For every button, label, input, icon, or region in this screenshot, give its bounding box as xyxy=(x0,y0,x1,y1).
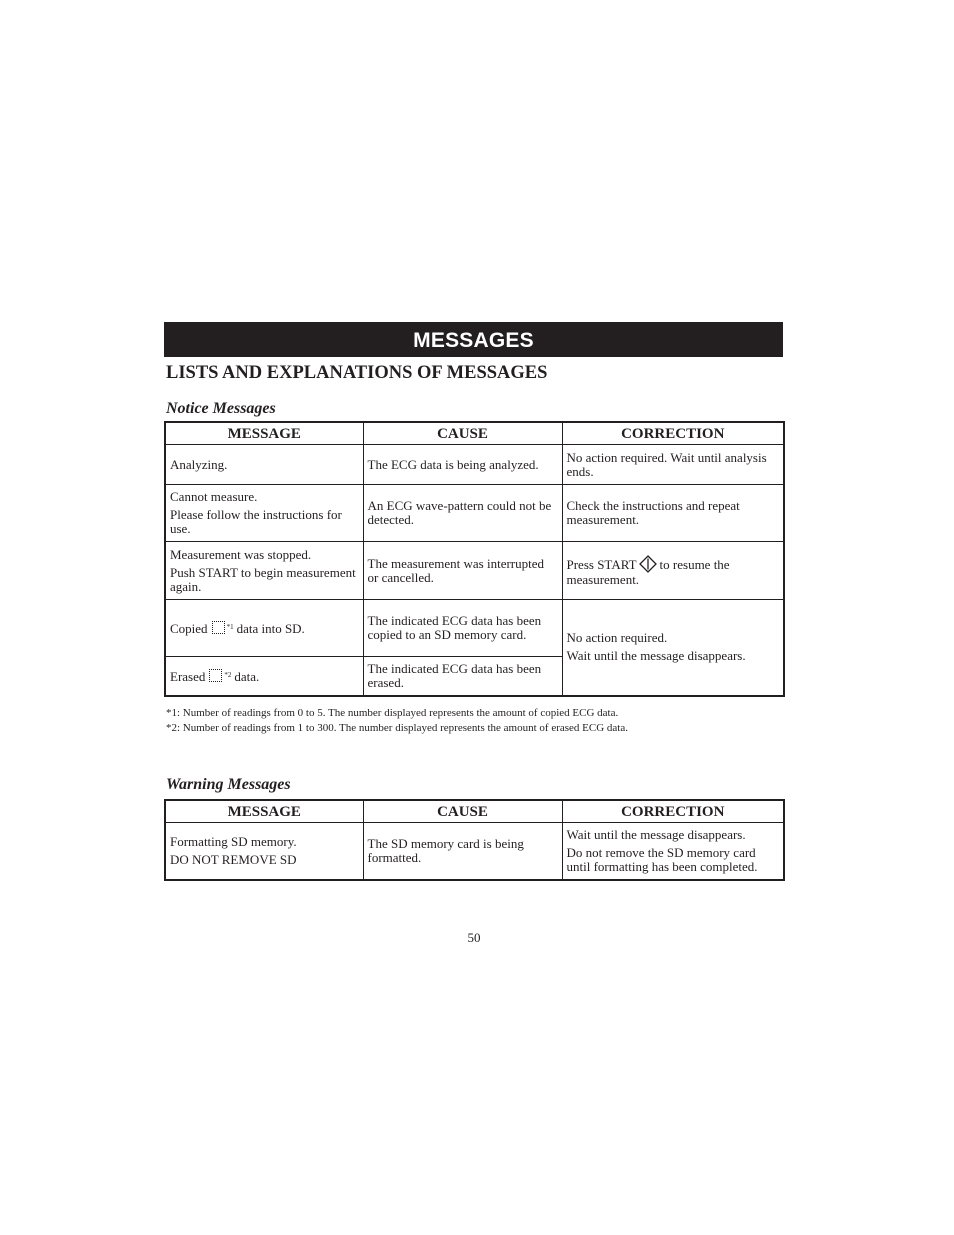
table-row xyxy=(165,600,784,657)
table-row xyxy=(165,823,784,880)
footnote-2: *2: Number of readings from 1 to 300. The number displayed represents the amount of erased ECG data. xyxy=(166,722,628,734)
footnote-1: *1: Number of readings from 0 to 5. The number displayed represents the amount of copied ECG data. xyxy=(166,707,619,719)
page-number: 50 xyxy=(467,930,481,945)
message-cell: Measurement was stopped. Push START to begin measurement again. xyxy=(165,542,363,600)
warning-heading: Warning Messages xyxy=(166,776,291,793)
notice-heading: Notice Messages xyxy=(166,400,276,417)
cause-cell: An ECG wave-pattern could not be detected. xyxy=(363,485,562,542)
cause-cell: The indicated ECG data has been erased. xyxy=(363,657,562,696)
table-row xyxy=(165,542,784,600)
cause-cell: The measurement was interrupted or cancelled. xyxy=(363,542,562,600)
column-header-cause: CAUSE xyxy=(363,422,562,445)
message-cell: Analyzing. xyxy=(165,445,363,485)
message-cell: Copied $^{*1}$ data into SD. xyxy=(165,600,363,657)
correction-cell: No action required. Wait until analysis ends. xyxy=(562,445,784,485)
start-button-icon xyxy=(639,555,657,573)
cause-cell: The indicated ECG data has been copied to an SD memory card. xyxy=(363,600,562,657)
page-banner: MESSAGES xyxy=(164,322,783,357)
column-header-correction: CORRECTION xyxy=(562,800,784,823)
column-header-message: MESSAGE xyxy=(165,422,363,445)
table-row xyxy=(165,445,784,485)
cause-cell: The SD memory card is being formatted. xyxy=(363,823,562,880)
section-title: LISTS AND EXPLANATIONS OF MESSAGES xyxy=(166,363,548,383)
warning-messages-table xyxy=(164,799,785,881)
table-row xyxy=(165,485,784,542)
table-header-row xyxy=(165,800,784,823)
digit-placeholder-icon xyxy=(212,621,225,634)
table-header-row xyxy=(165,422,784,445)
correction-cell: No action required. Wait until the message disappears. xyxy=(562,600,784,696)
correction-cell: Check the instructions and repeat measurement. xyxy=(562,485,784,542)
column-header-correction: CORRECTION xyxy=(562,422,784,445)
column-header-message: MESSAGE xyxy=(165,800,363,823)
notice-messages-table xyxy=(164,421,785,697)
column-header-cause: CAUSE xyxy=(363,800,562,823)
correction-cell: Wait until the message disappears. Do not remove the SD memory card until formatting has been completed. xyxy=(562,823,784,880)
message-cell: Formatting SD memory. DO NOT REMOVE SD xyxy=(165,823,363,880)
cause-cell: The ECG data is being analyzed. xyxy=(363,445,562,485)
digit-placeholder-icon xyxy=(209,669,222,682)
message-cell: Cannot measure. Please follow the instructions for use. xyxy=(165,485,363,542)
correction-cell: Press START to resume the measurement. xyxy=(562,542,784,600)
message-cell: Erased $^{*2}$ data. xyxy=(165,657,363,696)
